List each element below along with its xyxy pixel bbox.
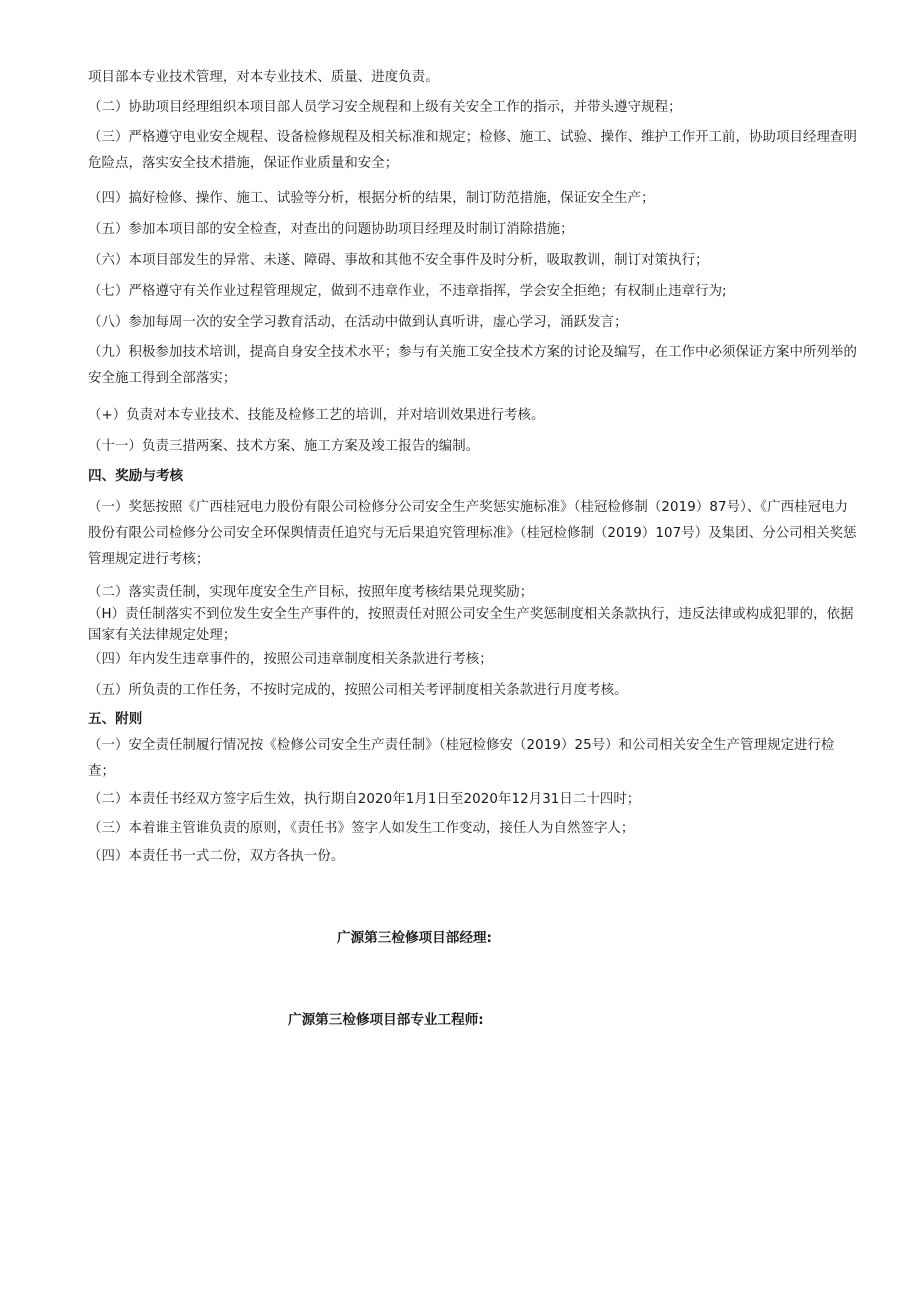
section-heading-supplementary: 五、附则 — [88, 711, 143, 727]
paragraph-responsibility-intro: 项目部本专业技术管理，对本专业技术、质量、进度负责。 — [88, 70, 439, 85]
signature-manager-label: 广源第三检修项目部经理: — [337, 930, 492, 946]
paragraph-item-8: （八）参加每周一次的安全学习教育活动，在活动中做到认真听讲，虚心学习，涌跃发言； — [88, 315, 628, 330]
paragraph-item-5: （五）参加本项目部的安全检查，对查出的问题协助项目经理及时制订消除措施； — [88, 222, 574, 237]
paragraph-item-7: （七）严格遵守有关作业过程管理规定，做到不违章作业，不违章指挥，学会安全拒绝；有权制止违章行为; — [88, 284, 727, 299]
paragraph-reward-4: （四）年内发生违章事件的，按照公司违章制度相关条款进行考核； — [88, 652, 493, 667]
paragraph-item-2: （二）协助项目经理组织本项目部人员学习安全规程和上级有关安全工作的指示，并带头遵守规程； — [88, 100, 682, 115]
paragraph-item-11: （十一）负责三措两案、技术方案、施工方案及竣工报告的编制。 — [88, 439, 480, 454]
paragraph-supplementary-1: （一）安全责任制履行情况按《检修公司安全生产责任制》（桂冠检修安（2019）25号）和公司相关安全生产管理规定进行检查； — [88, 738, 835, 779]
paragraph-item-6: （六）本项目部发生的异常、未遂、障碍、事故和其他不安全事件及时分析，吸取教训，制订对策执行； — [88, 253, 709, 268]
paragraph-reward-5: （五）所负责的工作任务，不按时完成的，按照公司相关考评制度相关条款进行月度考核。 — [88, 683, 628, 698]
signature-engineer-label: 广源第三检修项目部专业工程师: — [288, 1012, 484, 1028]
paragraph-reward-1: （一）奖惩按照《广西桂冠电力股份有限公司检修分公司安全生产奖惩实施标准》（桂冠检修制（2019）87号）、《广西桂冠电力股份有限公司检修分公司安全环保舆情责任追究与无后果追究管理标准》（桂冠检修制（2019）107号）及集团、分公司相关奖惩管理规定进行考核； — [88, 500, 857, 567]
paragraph-supplementary-3: （三）本着谁主管谁负责的原则，《责任书》签字人如发生工作变动，接任人为自然签字人； — [88, 821, 635, 836]
section-heading-rewards: 四、奖励与考核 — [88, 468, 184, 484]
paragraph-item-9: （九）积极参加技术培训，提高自身安全技术水平；参与有关施工安全技术方案的讨论及编写，在工作中必须保证方案中所列举的安全施工得到全部落实； — [88, 345, 857, 386]
paragraph-reward-2: （二）落实责任制，实现年度安全生产目标，按照年度考核结果兑现奖励； — [88, 585, 534, 600]
paragraph-reward-3: （H）责任制落实不到位发生安全生产事件的，按照责任对照公司安全生产奖惩制度相关条款执行，违反法律或构成犯罪的，依据国家有关法律规定处理； — [88, 607, 854, 643]
paragraph-supplementary-4: （四）本责任书一式二份，双方各执一份。 — [88, 849, 345, 864]
paragraph-item-3: （三）严格遵守电业安全规程、设备检修规程及相关标准和规定；检修、施工、试验、操作、维护工作开工前，协助项目经理查明危险点，落实安全技术措施，保证作业质量和安全； — [88, 130, 857, 171]
paragraph-item-10: （+）负责对本专业技术、技能及检修工艺的培训，并对培训效果进行考核。 — [88, 408, 545, 423]
paragraph-item-4: （四）搞好检修、操作、施工、试验等分析，根据分析的结果，制订防范措施，保证安全生产； — [88, 191, 655, 206]
paragraph-supplementary-2: （二）本责任书经双方签字后生效，执行期自2020年1月1日至2020年12月31日二十四时； — [88, 792, 641, 807]
